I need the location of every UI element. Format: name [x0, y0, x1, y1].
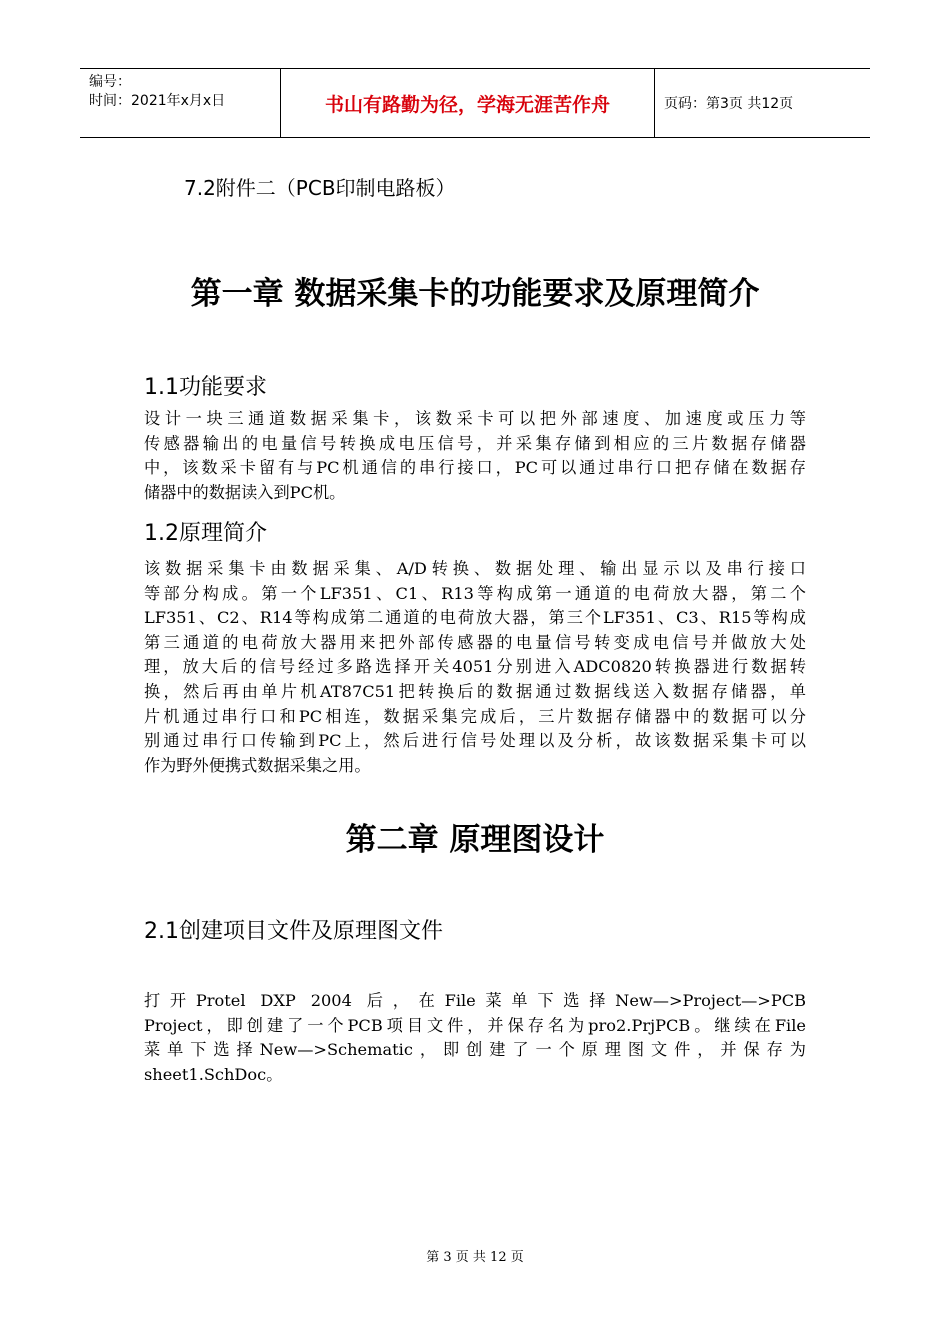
header-meta-cell	[80, 69, 281, 137]
section-1-1-paragraph	[144, 407, 806, 505]
section-1-1-title: 1.1功能要求	[144, 375, 267, 400]
paragraph-line: 别通过串行口传输到PC上，然后进行信号处理以及分析，故该数据采集卡可以	[144, 731, 806, 751]
section-1-2-title: 1.2原理简介	[144, 521, 267, 546]
page-footer: 第 3 页 共 12 页	[426, 1250, 524, 1265]
paragraph-line: 打开Protel DXP 2004 后，在File菜单下选择New—>Project—>PCB	[144, 991, 806, 1010]
attachment-title: 7.2附件二（PCB印制电路板）	[184, 176, 456, 200]
paragraph-line: 等部分构成。第一个LF351、C1、R13等构成第一通道的电荷放大器，第二个	[144, 583, 806, 603]
section-2-1-title: 2.1创建项目文件及原理图文件	[144, 919, 443, 944]
paragraph-line: 储器中的数据读入到PC机。	[144, 482, 346, 502]
paragraph-line: 传感器输出的电量信号转换成电压信号，并采集存储到相应的三片数据存储器	[144, 433, 806, 453]
paragraph-line: 换，然后再由单片机AT87C51把转换后的数据通过数据线送入数据存储器，单	[144, 681, 806, 701]
paragraph-line: 片机通过串行口和PC相连，数据采集完成后，三片数据存储器中的数据可以分	[144, 706, 806, 726]
motto-cell: 书山有路勤为径，学海无涯苦作舟	[281, 69, 655, 137]
paragraph-line: 理，放大后的信号经过多路选择开关4051分别进入ADC0820转换器进行数据转	[144, 657, 806, 677]
paragraph-line: 作为野外便携式数据采集之用。	[144, 755, 371, 775]
chapter-1-title: 第一章 数据采集卡的功能要求及原理简介	[190, 276, 760, 312]
time-label: 时间：2021年x月x日	[89, 93, 226, 109]
paragraph-line: 菜单下选择New—>Schematic，即创建了一个原理图文件，并保存为	[144, 1040, 806, 1060]
paragraph-line: Project，即创建了一个PCB项目文件，并保存名为pro2.PrjPCB。继续在File	[144, 1015, 806, 1035]
paragraph-line: 中，该数采卡留有与PC机通信的串行接口，PC可以通过串行口把存储在数据存	[144, 458, 806, 478]
paragraph-line: 第三通道的电荷放大器用来把外部传感器的电量信号转变成电信号并做放大处	[144, 632, 806, 652]
header-table	[80, 68, 870, 138]
chapter-2-title: 第二章 原理图设计	[345, 822, 605, 858]
paragraph-line: 设计一块三通道数据采集卡，该数采卡可以把外部速度、加速度或压力等	[144, 409, 806, 428]
paragraph-line: LF351、C2、R14等构成第二通道的电荷放大器，第三个LF351、C3、R15等构成	[144, 608, 806, 628]
paragraph-line: sheet1.SchDoc。	[144, 1064, 283, 1084]
number-label: 编号：	[89, 74, 131, 90]
section-2-1-paragraph	[144, 989, 806, 1087]
paragraph-line: 该数据采集卡由数据采集、A/D转换、数据处理、输出显示以及串行接口	[144, 559, 806, 578]
section-1-2-paragraph	[144, 557, 806, 778]
page-info-cell: 页码：第3页 共12页	[664, 96, 794, 112]
